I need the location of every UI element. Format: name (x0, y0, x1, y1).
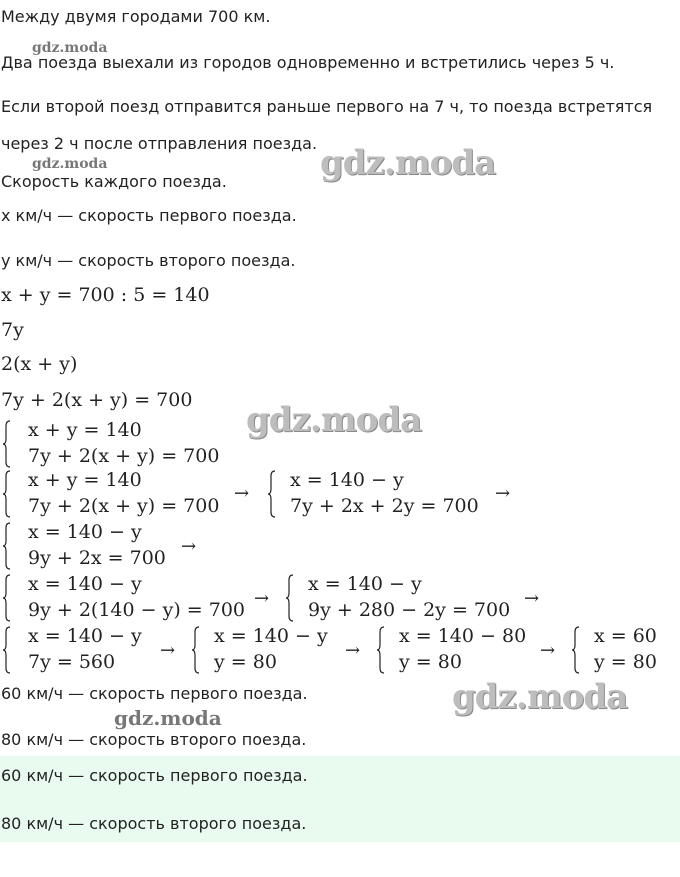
condition-second-train: Если второй поезд отправится раньше первого на 7 ч, то поезда встретятся (1, 97, 653, 116)
variable-y: y км/ч — скорость второго поезда. (1, 251, 296, 270)
system-line: y = 80 (594, 651, 657, 673)
arrow-icon: → (540, 640, 556, 661)
system-8 (192, 624, 342, 676)
system-line: x = 140 − y (28, 625, 142, 647)
arrow-icon: → (524, 588, 540, 609)
system-line: y = 80 (214, 651, 277, 673)
brace-icon (3, 574, 11, 622)
watermark-big: gdz.moda (246, 400, 422, 440)
system-line: 7y = 560 (28, 651, 116, 673)
system-line: x = 140 − y (290, 469, 404, 491)
equation-2xy: 2(x + y) (1, 353, 78, 375)
system-1 (3, 418, 223, 470)
brace-icon (268, 470, 276, 518)
system-line: y = 80 (399, 651, 462, 673)
system-line: x + y = 140 (28, 469, 142, 491)
system-10 (572, 624, 672, 676)
brace-icon (377, 626, 385, 674)
arrow-icon: → (234, 483, 250, 504)
system-line: x = 140 − 80 (399, 625, 527, 647)
arrow-icon: → (254, 588, 270, 609)
system-line: x + y = 140 (28, 419, 142, 441)
watermark-big: gdz.moda (320, 143, 496, 183)
watermark-small: gdz.moda (32, 40, 108, 56)
condition-distance: Между двумя городами 700 км. (1, 7, 271, 26)
system-4 (3, 520, 183, 572)
watermark-small: gdz.moda (32, 156, 108, 172)
system-3 (268, 468, 488, 520)
variable-x: x км/ч — скорость первого поезда. (1, 206, 297, 225)
answer-first-speed: 60 км/ч — скорость первого поезда. (1, 766, 308, 785)
system-5 (3, 572, 253, 624)
system-6 (286, 572, 516, 624)
brace-icon (286, 574, 294, 622)
question: Скорость каждого поезда. (1, 172, 227, 191)
system-line: 7y + 2x + 2y = 700 (290, 495, 479, 517)
watermark-small: gdz.moda (114, 706, 222, 730)
system-line: x = 140 − y (214, 625, 328, 647)
system-9 (377, 624, 537, 676)
arrow-icon: → (160, 640, 176, 661)
brace-icon (3, 420, 11, 468)
condition-trains: Два поезда выехали из городов одновременно и встретились через 5 ч. (1, 53, 615, 72)
result-second-speed: 80 км/ч — скорость второго поезда. (1, 730, 307, 749)
system-2 (3, 468, 223, 520)
system-line: 7y + 2(x + y) = 700 (28, 445, 220, 467)
answer-block (0, 756, 680, 842)
brace-icon (3, 470, 11, 518)
brace-icon (3, 522, 11, 570)
system-line: x = 140 − y (28, 573, 142, 595)
condition-meeting: через 2 ч после отправления поезда. (1, 134, 318, 153)
system-line: x = 60 (594, 625, 657, 647)
system-line: x = 140 − y (28, 521, 142, 543)
system-7 (3, 624, 153, 676)
equation-sum: x + y = 700 : 5 = 140 (1, 284, 210, 306)
arrow-icon: → (495, 483, 511, 504)
system-line: x = 140 − y (308, 573, 422, 595)
system-line: 7y + 2(x + y) = 700 (28, 495, 220, 517)
system-line: 9y + 2(140 − y) = 700 (28, 599, 245, 621)
watermark-big: gdz.moda (452, 677, 628, 717)
equation-total: 7y + 2(x + y) = 700 (1, 389, 193, 411)
brace-icon (3, 626, 11, 674)
system-line: 9y + 2x = 700 (28, 547, 166, 569)
brace-icon (572, 626, 580, 674)
result-first-speed: 60 км/ч — скорость первого поезда. (1, 684, 308, 703)
answer-second-speed: 80 км/ч — скорость второго поезда. (1, 814, 307, 833)
arrow-icon: → (181, 536, 197, 557)
arrow-icon: → (345, 640, 361, 661)
equation-7y: 7y (1, 319, 24, 341)
brace-icon (192, 626, 200, 674)
system-line: 9y + 280 − 2y = 700 (308, 599, 511, 621)
